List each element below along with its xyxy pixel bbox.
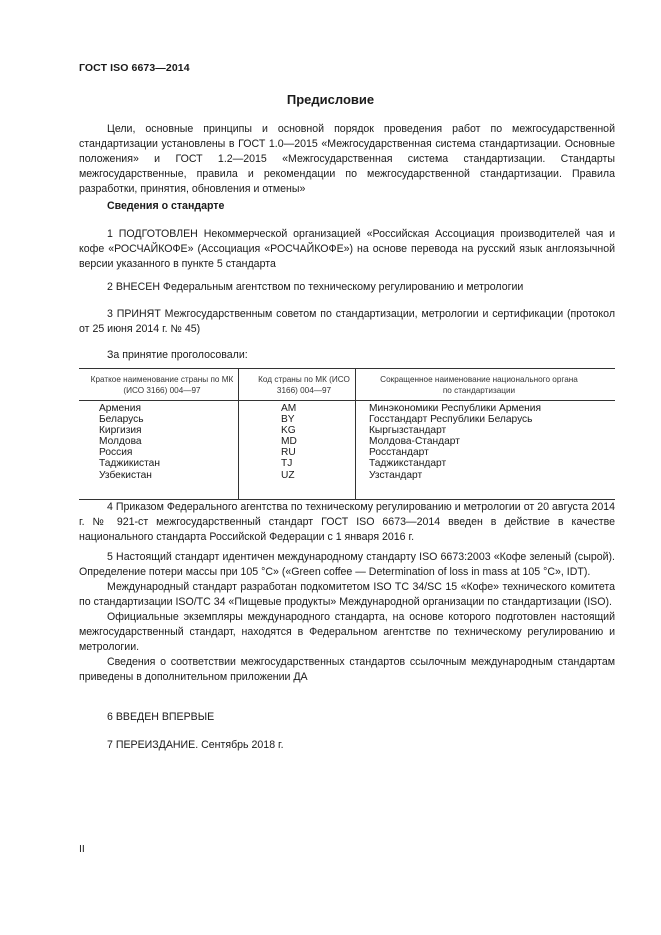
- countries-table: [79, 368, 615, 500]
- table-cell: RU: [281, 447, 296, 459]
- table-cell: Молдова: [99, 436, 142, 448]
- table-cell: KG: [281, 425, 296, 437]
- table-cell: Минэкономики Республики Армения: [369, 403, 541, 414]
- table-cell: Россия: [99, 447, 133, 459]
- column-code: [281, 403, 297, 481]
- item-5: 5 Настоящий стандарт идентичен международному стандарту ISO 6673:2003 «Кофе зеленый (сырой). Определение потери массы при 105 °С» («Green coffee — Determination of loss in mass at 105 °C», IDT). Международный стандарт разработан подкомитетом ISO TC 34/SC 15 «Кофе» технического комитета по стандартизации ISO/TC 34 «Пищевые продукты» Международной организации по стандартизации (ISO). Официальные экземпляры международного стандарта, на основе которого подготовлен настоящий межгосударственный стандарт, находятся в Федеральном агентстве по техническому регулированию и метрологии. Сведения о соответствии межгосударственных стандартов ссылочным международным стандартам приведены в дополнительном приложении ДА: [79, 551, 615, 683]
- item-7: 7 ПЕРЕИЗДАНИЕ. Сентябрь 2018 г.: [107, 739, 284, 751]
- table-cell: TJ: [281, 458, 293, 470]
- header-org: Сокращенное наименование национального органа по стандартизации: [380, 375, 578, 395]
- column-divider: [238, 369, 239, 499]
- table-cell: Таджикстандарт: [369, 458, 447, 470]
- column-org: [369, 403, 541, 481]
- table-cell: Таджикистан: [99, 458, 160, 470]
- table-cell: Беларусь: [99, 414, 144, 426]
- page-title: Предисловие: [286, 92, 375, 107]
- page-number: II: [79, 843, 85, 855]
- document-header: ГОСТ ISO 6673—2014: [79, 62, 190, 74]
- table-header: [79, 369, 615, 401]
- column-country: [99, 403, 160, 481]
- item-3: 3 ПРИНЯТ Межгосударственным советом по стандартизации, метрологии и сертификации (протокол от 25 июня 2014 г. № 45): [79, 308, 615, 335]
- section-heading: Сведения о стандарте: [107, 200, 225, 212]
- item-2: 2 ВНЕСЕН Федеральным агентством по техническому регулированию и метрологии: [107, 281, 524, 293]
- table-cell: Молдова-Стандарт: [369, 436, 460, 448]
- table-cell: AM: [281, 403, 297, 414]
- table-cell: Узбекистан: [99, 469, 152, 481]
- vote-label: За принятие проголосовали:: [107, 349, 248, 361]
- header-code: Код страны по МК (ИСО 3166) 004—97: [258, 375, 350, 395]
- item-4: 4 Приказом Федерального агентства по техническому регулированию и метрологии от 20 августа 2014 г. № 921-ст межгосударственный стандарт ГОСТ ISO 6673—2014 введен в действие в качестве национального стандарта Российской Федерации с 1 января 2016 г.: [79, 501, 615, 543]
- intro-paragraph: Цели, основные принципы и основной порядок проведения работ по межгосударственной стандартизации установлены в ГОСТ 1.0—2015 «Межгосударственная система стандартизации. Основные положения» и ГОСТ 1.2—2015 «Межгосударственная система стандартизации. Стандарты межгосударственные, правила и рекомендации по межгосударственной стандартизации. Правила разработки, принятия, обновления и отмены»: [79, 123, 615, 195]
- table-cell: Кыргызстандарт: [369, 425, 447, 437]
- table-cell: Киргизия: [99, 425, 142, 437]
- table-cell: Узстандарт: [369, 469, 423, 481]
- header-country: Краткое наименование страны по МК (ИСО 3166) 004—97: [90, 375, 234, 395]
- table-cell: UZ: [281, 469, 295, 481]
- table-cell: Армения: [99, 403, 141, 414]
- table-cell: Госстандарт Республики Беларусь: [369, 414, 533, 426]
- column-divider: [355, 369, 356, 499]
- item-6: 6 ВВЕДЕН ВПЕРВЫЕ: [107, 711, 215, 723]
- table-cell: BY: [281, 414, 295, 426]
- table-cell: MD: [281, 436, 297, 448]
- table-cell: Росстандарт: [369, 447, 429, 459]
- item-1: 1 ПОДГОТОВЛЕН Некоммерческой организацией «Российская Ассоциация производителей чая и кофе «РОСЧАЙКОФЕ» (Ассоциация «РОСЧАЙКОФЕ») на основе перевода на русский язык англоязычной версии указанного в пункте 5 стандарта: [79, 228, 615, 270]
